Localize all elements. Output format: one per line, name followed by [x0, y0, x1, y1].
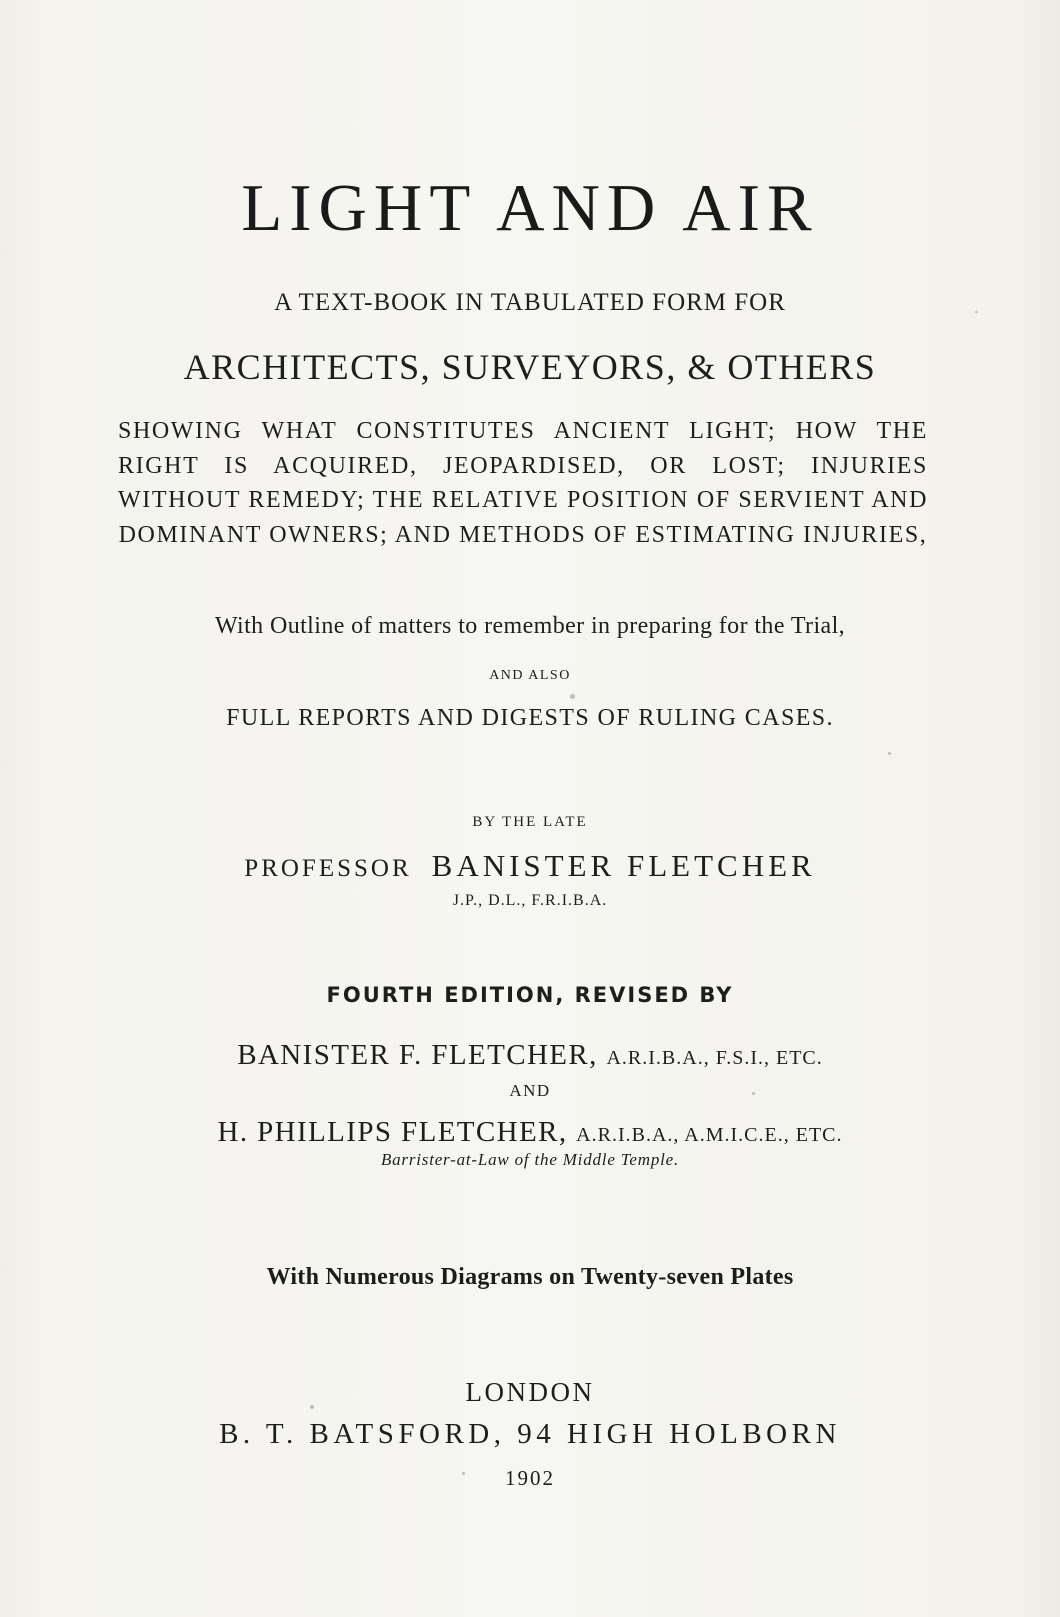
- paper-speck: [975, 311, 978, 313]
- book-description: SHOWING WHAT CONSTITUTES ANCIENT LIGHT; HOW THE RIGHT IS ACQUIRED, JEOPARDISED, OR LOST; INJURIES WITHOUT REMEDY; THE RELATIVE POSITION OF SERVIENT AND DOMINANT OWNERS; AND METHODS OF ESTIMATING INJURIES,: [118, 418, 928, 548]
- revisers-and: AND: [509, 1081, 551, 1100]
- by-the-late: BY THE LATE: [472, 814, 588, 830]
- and-also-connector: AND ALSO: [489, 668, 571, 683]
- imprint-publisher: B. T. BATSFORD, 94 HIGH HOLBORN: [219, 1418, 841, 1450]
- reviser-note: Barrister-at-Law of the Middle Temple.: [380, 1150, 680, 1169]
- paper-speck: [888, 752, 891, 755]
- reviser-name: BANISTER F. FLETCHER,: [237, 1039, 598, 1071]
- reviser-line: [0, 1039, 1060, 1072]
- author-line: [0, 848, 1060, 884]
- imprint-place: LONDON: [465, 1377, 595, 1407]
- paper-speck: [310, 1405, 314, 1409]
- author-name: BANISTER FLETCHER: [431, 848, 816, 883]
- paper-speck: [752, 1092, 755, 1095]
- diagrams-note: With Numerous Diagrams on Twenty-seven Plates: [266, 1264, 794, 1290]
- book-subtitle: A TEXT-BOOK IN TABULATED FORM FOR: [274, 289, 786, 316]
- reviser-qualifications: A.R.I.B.A., F.S.I., ETC.: [606, 1047, 823, 1069]
- book-title: LIGHT AND AIR: [241, 171, 819, 245]
- book-audience: ARCHITECTS, SURVEYORS, & OTHERS: [183, 347, 877, 387]
- outline-note: With Outline of matters to remember in preparing for the Trial,: [214, 613, 846, 639]
- reviser-line: [0, 1116, 1060, 1149]
- imprint-year: 1902: [505, 1466, 555, 1490]
- author-qualifications: J.P., D.L., F.R.I.B.A.: [452, 892, 608, 909]
- author-prefix: PROFESSOR: [244, 855, 412, 882]
- edition-statement: FOURTH EDITION, REVISED BY: [326, 983, 734, 1007]
- reviser-qualifications: A.R.I.B.A., A.M.I.C.E., ETC.: [576, 1124, 843, 1146]
- reports-note: FULL REPORTS AND DIGESTS OF RULING CASES.: [226, 705, 834, 731]
- paper-speck: [570, 694, 575, 699]
- reviser-name: H. PHILLIPS FLETCHER,: [217, 1116, 568, 1148]
- paper-speck: [462, 1472, 465, 1475]
